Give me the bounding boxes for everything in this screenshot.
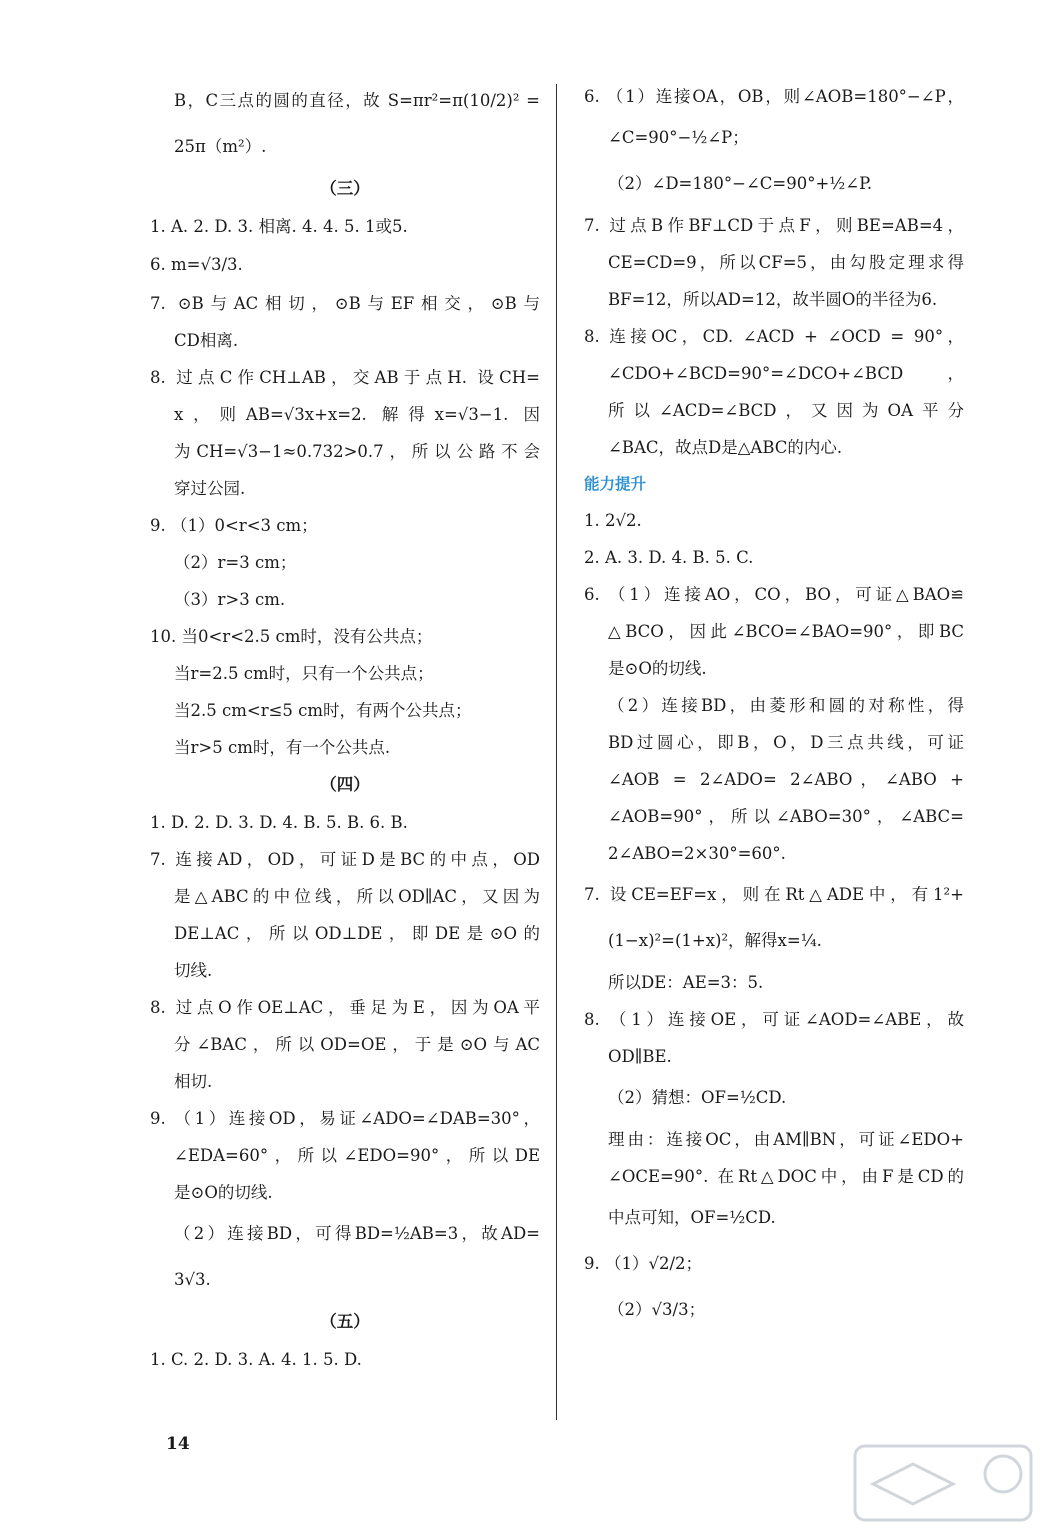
left-column-line: 3√3. <box>174 1270 211 1289</box>
right-column-line: （2）√3/3； <box>608 1300 706 1319</box>
left-column-line: 相切. <box>174 1072 213 1091</box>
left-column-line: （2）连接BD，可得BD=½AB=3，故AD= <box>174 1224 540 1243</box>
right-column-line: ∠OCE=90°. 在Rt△DOC中，由F是CD的 <box>608 1167 964 1186</box>
right-column-line: △BCO，因此∠BCO=∠BAO=90°，即BC <box>608 622 964 641</box>
left-column-line: x，则AB=√3x+x=2. 解得x=√3−1. 因 <box>174 405 540 424</box>
right-column <box>584 78 964 1333</box>
left-column-line: B，C三点的圆的直径，故 S=πr²=π(10/2)² = <box>174 91 540 110</box>
right-column-line: 理由：连接OC，由AM∥BN，可证∠EDO+ <box>608 1130 964 1149</box>
right-column-line: 2∠ABO=2×30°=60°. <box>608 844 786 863</box>
right-column-line: 能力提升 <box>584 475 647 493</box>
right-column-line: BF=12，所以AD=12，故半圆O的半径为6. <box>608 290 938 309</box>
right-column-line: ∠AOB=90°，所以∠ABO=30°，∠ABC= <box>608 807 964 826</box>
right-column-line: 7. 设CE=EF=x，则在Rt△ADE中，有1²+ <box>584 885 964 904</box>
right-column-line: CE=CD=9，所以CF=5，由勾股定理求得 <box>608 253 964 272</box>
right-column-line: （2）猜想：OF=½CD. <box>608 1088 787 1107</box>
left-column-line: （3）r>3 cm. <box>174 590 286 609</box>
right-column-line: 中点可知，OF=½CD. <box>608 1208 776 1227</box>
right-column-line: 7. 过点B作BF⊥CD于点F，则BE=AB=4， <box>584 216 964 235</box>
left-column-line: 分∠BAC，所以OD=OE，于是⊙O与AC <box>174 1035 540 1054</box>
right-column-line: 1. 2√2. <box>584 511 642 530</box>
right-column-line: BD过圆心，即B，O，D三点共线，可证 <box>608 733 964 752</box>
left-column-line: 是⊙O的切线. <box>174 1183 273 1202</box>
left-column-line: 切线. <box>174 961 213 980</box>
right-column-line: 所以∠ACD=∠BCD，又因为OA平分 <box>608 401 964 420</box>
left-column-line: 为CH=√3−1≈0.732>0.7，所以公路不会 <box>174 442 540 461</box>
right-column-line: 6. （1）连接OA，OB，则∠AOB=180°−∠P， <box>584 87 964 106</box>
right-column-line: OD∥BE. <box>608 1047 672 1066</box>
right-column-line: 9. （1）√2/2； <box>584 1254 703 1273</box>
left-column-line: 8. 过点C作CH⊥AB，交AB于点H. 设CH= <box>150 368 540 387</box>
right-column-line: 所以DE：AE=3：5. <box>608 973 764 992</box>
page-number: 14 <box>166 1434 190 1454</box>
left-column <box>150 78 540 1378</box>
right-column-line: ∠C=90°−½∠P； <box>608 128 749 147</box>
left-column-line: 7. 连接AD，OD，可证D是BC的中点，OD <box>150 850 540 869</box>
left-column-line: DE⊥AC，所以OD⊥DE，即DE是⊙O的 <box>174 924 540 943</box>
right-column-line: ∠AOB = 2∠ADO= 2∠ABO，∠ABO + <box>608 770 964 789</box>
left-column-line: 8. 过点O作OE⊥AC，垂足为E，因为OA平 <box>150 998 540 1017</box>
left-column-line: 1. C. 2. D. 3. A. 4. 1. 5. D. <box>150 1350 362 1369</box>
left-column-line: 当r=2.5 cm时，只有一个公共点； <box>174 664 434 683</box>
right-column-line: 是⊙O的切线. <box>608 659 707 678</box>
left-column-line: 是△ABC的中位线，所以OD∥AC，又因为 <box>174 887 540 906</box>
left-column-line: 7. ⊙B与AC相切，⊙B与EF相交，⊙B与 <box>150 294 540 313</box>
watermark-logo-icon <box>853 1444 1033 1522</box>
left-column-line: （2）r=3 cm； <box>174 553 297 572</box>
left-column-line: 9. （1）0<r<3 cm； <box>150 516 318 535</box>
right-column-line: ∠BAC，故点D是△ABC的内心. <box>608 438 843 457</box>
left-column-line: （四） <box>320 775 370 794</box>
left-column-line: 9. （1）连接OD，易证∠ADO=∠DAB=30°， <box>150 1109 540 1128</box>
right-column-line: （2）连接BD，由菱形和圆的对称性，得 <box>608 696 964 715</box>
left-column-line: 25π（m²）. <box>174 137 267 156</box>
left-column-line: 1. D. 2. D. 3. D. 4. B. 5. B. 6. B. <box>150 813 408 832</box>
right-column-line: ∠CDO+∠BCD=90°=∠DCO+∠BCD， <box>608 364 964 383</box>
left-column-line: （五） <box>320 1312 370 1331</box>
right-column-line: （2）∠D=180°−∠C=90°+½∠P. <box>608 174 873 193</box>
left-column-line: 6. m=√3/3. <box>150 255 243 274</box>
left-column-line: 当r>5 cm时，有一个公共点. <box>174 738 391 757</box>
left-column-line: 10. 当0<r<2.5 cm时，没有公共点； <box>150 627 433 646</box>
right-column-line: 6. （1）连接AO，CO，BO，可证△BAO≌ <box>584 585 964 604</box>
left-column-line: 当2.5 cm<r≤5 cm时，有两个公共点； <box>174 701 472 720</box>
column-divider <box>556 84 557 1420</box>
left-column-line: 穿过公园. <box>174 479 246 498</box>
right-column-line: 2. A. 3. D. 4. B. 5. C. <box>584 548 754 567</box>
left-column-line: （三） <box>320 179 370 198</box>
left-column-line: 1. A. 2. D. 3. 相离. 4. 4. 5. 1或5. <box>150 217 408 236</box>
right-column-line: (1−x)²=(1+x)²，解得x=¼. <box>608 931 822 950</box>
right-column-line: 8. 连接OC，CD. ∠ACD + ∠OCD = 90°， <box>584 327 964 346</box>
left-column-line: ∠EDA=60°，所以∠EDO=90°，所以DE <box>174 1146 540 1165</box>
left-column-line: CD相离. <box>174 331 239 350</box>
right-column-line: 8. （1）连接OE，可证∠AOD=∠ABE，故 <box>584 1010 964 1029</box>
